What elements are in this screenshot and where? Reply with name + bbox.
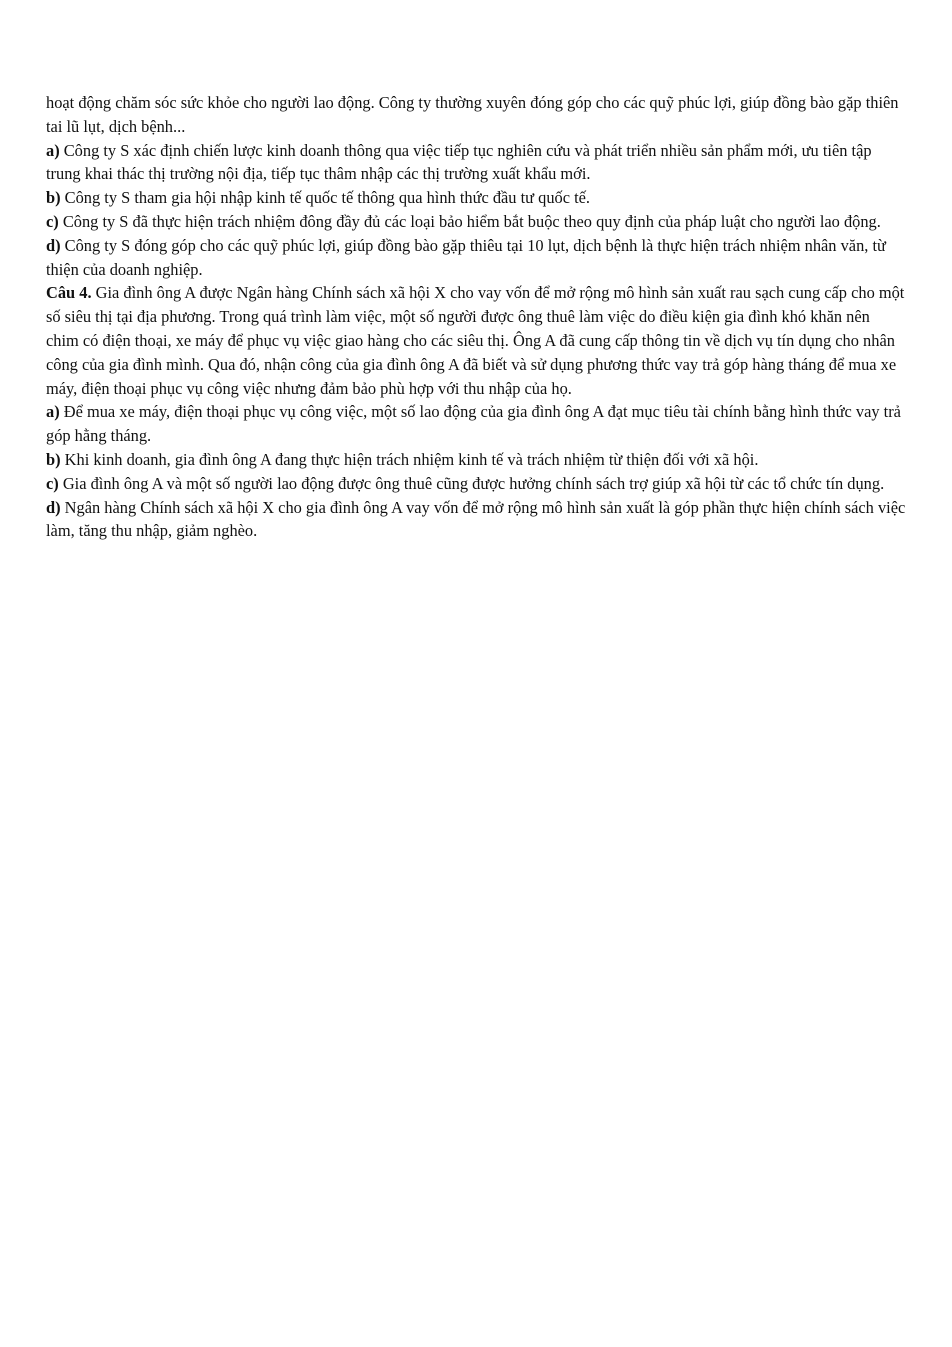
option-label: b) [46,449,61,469]
question-4-stem [46,281,906,400]
question-text: Gia đình ông A được Ngân hàng Chính sách xã hội X cho vay vốn để mở rộng mô hình sản xuất rau sạch cung cấp cho một số siêu thị tại địa phương. Trong quá trình làm việc, một số người được ông thuê làm việc do điều kiện gia đình khó khăn nên chim có điện thoại, xe máy để phục vụ việc giao hàng cho các siêu thị. Ông A đã cung cấp thông tin về dịch vụ tín dụng cho nhân công của gia đình mình. Qua đó, nhận công của gia đình ông A đã biết và sử dụng phương thức vay trả góp hàng tháng để mua xe máy, điện thoại phục vụ công việc nhưng đảm bảo phù hợp với thu nhập của họ. [46,283,905,398]
question-3-option-c [46,210,906,234]
question-4-option-c [46,472,906,496]
option-label: b) [46,188,61,208]
option-label: d) [46,235,61,255]
question-4-option-b [46,448,906,472]
option-text: Gia đình ông A và một số người lao động được ông thuê cũng được hưởng chính sách trợ giúp xã hội từ các tổ chức tín dụng. [58,473,885,493]
question-4-option-d [46,496,906,544]
option-text: Khi kinh doanh, gia đình ông A đang thực hiện trách nhiệm kinh tế và trách nhiệm từ thiện đối với xã hội. [60,449,759,469]
option-label: d) [46,497,61,517]
question-3-option-d [46,234,906,282]
option-label: c) [46,473,59,493]
intro-paragraph: hoạt động chăm sóc sức khỏe cho người lao động. Công ty thường xuyên đóng góp cho các quỹ phúc lợi, giúp đồng bào gặp thiên tai lũ lụt, dịch bệnh... [46,93,899,136]
option-text: Công ty S đóng góp cho các quỹ phúc lợi, giúp đồng bào gặp thiêu tại 10 lụt, dịch bệnh là thực hiện trách nhiệm nhân văn, từ thiện của doanh nghiệp. [46,235,886,279]
option-label: a) [46,140,60,160]
document-page [46,91,906,543]
option-text: Để mua xe máy, điện thoại phục vụ công việc, một số lao động của gia đình ông A đạt mục tiêu tài chính bằng hình thức vay trả góp hằng tháng. [46,402,901,446]
option-text: Công ty S tham gia hội nhập kinh tế quốc tế thông qua hình thức đầu tư quốc tế. [60,188,591,208]
question-4-option-a [46,400,906,448]
option-label: c) [46,211,59,231]
option-text: Công ty S đã thực hiện trách nhiệm đông đầy đủ các loại bảo hiểm bắt buộc theo quy định của pháp luật cho người lao động. [58,211,881,231]
question-label: Câu 4. [46,283,92,303]
question-3-option-b [46,186,906,210]
option-text: Công ty S xác định chiến lược kinh doanh thông qua việc tiếp tục nghiên cứu và phát triển nhiều sản phẩm mới, ưu tiên tập trung khai thác thị trường nội địa, tiếp tục thâm nhập các thị trường xuất khẩu mới. [46,140,872,184]
option-label: a) [46,402,60,422]
option-text: Ngân hàng Chính sách xã hội X cho gia đình ông A vay vốn để mở rộng mô hình sản xuất là góp phần thực hiện chính sách việc làm, tăng thu nhập, giảm nghèo. [46,497,906,541]
question-3-option-a [46,139,906,187]
